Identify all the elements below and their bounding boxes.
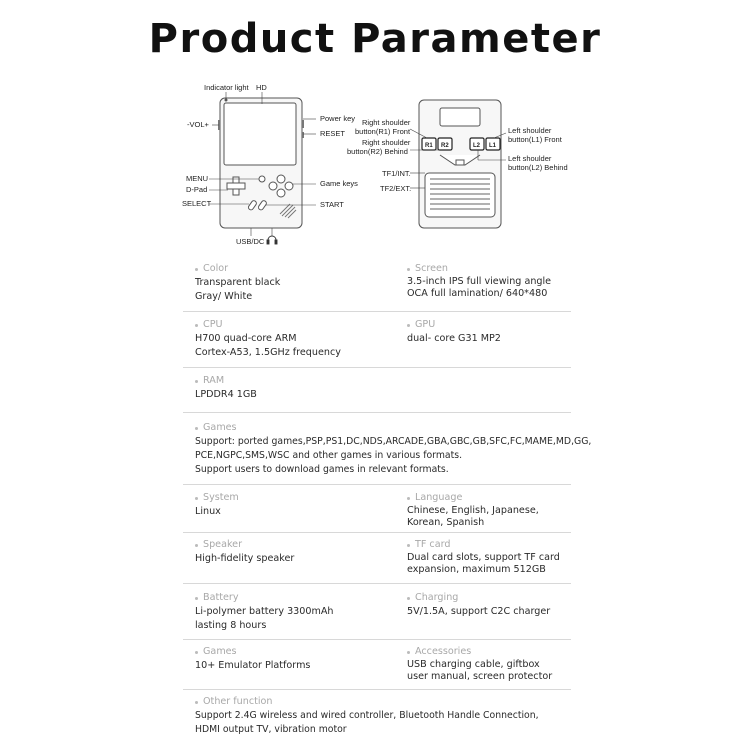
spec-value: lasting 8 hours [195, 620, 267, 631]
spec-row [183, 584, 571, 640]
spec-other-function [195, 695, 575, 737]
spec-value: USB charging cable, giftbox [407, 659, 540, 670]
spec-value: Chinese, English, Japanese, [407, 505, 539, 516]
spec-label: Screen [415, 263, 448, 274]
label-r1-a: Right shoulder [362, 118, 411, 127]
spec-value: OCA full lamination/ 640*480 [407, 287, 548, 299]
front-device [218, 98, 304, 228]
spec-value: Support users to download games in relevant formats. [195, 464, 449, 475]
spec-table [183, 262, 592, 742]
label-r2-a: Right shoulder [362, 138, 411, 147]
bullet-icon [195, 701, 198, 704]
label-select: SELECT [182, 199, 212, 208]
spec-value: Korean, Spanish [407, 516, 485, 528]
menu-button [259, 176, 265, 182]
spec-value: Gray/ White [195, 291, 253, 302]
label-tf2: TF2/EXT. [380, 184, 412, 193]
spec-value: Li-polymer battery 3300mAh [195, 606, 334, 617]
spec-value: H700 quad-core ARM [195, 333, 297, 344]
spec-games [195, 421, 592, 477]
spec-row [183, 485, 571, 533]
label-r2-b: button(R2) Behind [347, 147, 408, 156]
bullet-icon [407, 324, 410, 327]
spec-value: user manual, screen protector [407, 670, 553, 682]
spec-value: Transparent black [195, 277, 281, 288]
spec-value: 3.5-inch IPS full viewing angle [407, 276, 552, 287]
bullet-icon [407, 597, 410, 600]
label-game-keys: Game keys [320, 179, 358, 188]
spec-label: System [203, 492, 239, 503]
spec-value: HDMI output TV, vibration motor [195, 724, 347, 735]
bullet-icon [195, 544, 198, 547]
spec-label: CPU [203, 319, 223, 330]
spec-value: 10+ Emulator Platforms [195, 660, 311, 671]
spec-screen [407, 262, 577, 299]
bullet-icon [195, 497, 198, 500]
spec-language [407, 491, 577, 528]
spec-label: Battery [203, 592, 239, 603]
spec-value: Dual card slots, support TF card [407, 552, 560, 563]
spec-label: TF card [415, 539, 451, 550]
label-r1-b: button(R1) Front [355, 127, 411, 136]
bullet-icon [195, 380, 198, 383]
spec-value: Support 2.4G wireless and wired controller, Bluetooth Handle Connection, [195, 710, 539, 721]
spec-row [183, 312, 571, 368]
spec-value: PCE,NGPC,SMS,WSC and other games in various formats. [195, 450, 463, 461]
front-screen [224, 103, 296, 165]
spec-value: Cortex-A53, 1.5GHz frequency [195, 347, 341, 358]
headphone-icon [267, 236, 277, 244]
spec-value: Linux [195, 506, 221, 517]
spec-label: RAM [203, 375, 225, 386]
label-vol: -VOL+ [187, 120, 209, 129]
button-l1: L1 [489, 143, 497, 149]
label-l1-b: button(L1) Front [508, 135, 562, 144]
label-reset: RESET [320, 129, 346, 138]
bullet-icon [407, 497, 410, 500]
label-l2-b: button(L2) Behind [508, 163, 568, 172]
spec-label: Games [203, 646, 237, 657]
spec-row [183, 368, 571, 413]
spec-value: 5V/1.5A, support C2C charger [407, 606, 551, 617]
spec-row [183, 640, 571, 690]
bullet-icon [195, 597, 198, 600]
spec-cpu [195, 318, 395, 360]
spec-gpu [407, 318, 577, 346]
spec-row [183, 690, 571, 742]
label-dpad: D-Pad [186, 185, 208, 194]
button-r2: R2 [441, 143, 449, 149]
spec-label: Speaker [203, 539, 243, 550]
label-usb: USB/DC [236, 237, 265, 246]
label-l2-a: Left shoulder [508, 154, 552, 163]
spec-value: expansion, maximum 512GB [407, 563, 546, 575]
spec-ram [195, 374, 395, 402]
spec-row [183, 533, 571, 584]
spec-tf-card [407, 538, 577, 575]
label-indicator: Indicator light [204, 83, 249, 92]
bullet-icon [195, 324, 198, 327]
device-diagram [0, 0, 750, 260]
page-title: Product Parameter [148, 16, 602, 62]
label-l1-a: Left shoulder [508, 126, 552, 135]
spec-label: Accessories [415, 646, 472, 657]
spec-speaker [195, 538, 395, 566]
spec-value: LPDDR4 1GB [195, 389, 257, 400]
bullet-icon [195, 651, 198, 654]
label-hd: HD [256, 83, 267, 92]
spec-value: Support: ported games,PSP,PS1,DC,NDS,ARCADE,GBA,GBC,GB,SFC,FC,MAME,MD,GG, [195, 436, 592, 447]
spec-games-platforms [195, 645, 395, 673]
back-device [419, 100, 501, 228]
spec-value: High-fidelity speaker [195, 553, 295, 564]
spec-value: dual- core G31 MP2 [407, 333, 501, 344]
button-l2: L2 [473, 143, 481, 149]
label-tf1: TF1/INT. [382, 169, 411, 178]
spec-label: Language [415, 492, 463, 503]
spec-battery [195, 591, 395, 633]
label-start: START [320, 200, 344, 209]
bullet-icon [407, 544, 410, 547]
spec-label: Games [203, 422, 237, 433]
bullet-icon [407, 651, 410, 654]
spec-color [195, 262, 395, 304]
label-power: Power key [320, 114, 356, 123]
spec-label: Other function [203, 696, 273, 707]
spec-row [183, 413, 592, 485]
spec-accessories [407, 645, 577, 682]
bullet-icon [195, 268, 198, 271]
button-r1: R1 [425, 143, 433, 149]
spec-row [183, 262, 571, 312]
spec-system [195, 491, 395, 519]
spec-label: Charging [415, 592, 459, 603]
indicator-light [225, 99, 227, 101]
spec-label: GPU [415, 319, 436, 330]
bullet-icon [407, 268, 410, 271]
spec-label: Color [203, 263, 229, 274]
bullet-icon [195, 427, 198, 430]
spec-charging [407, 591, 577, 619]
label-menu: MENU [186, 174, 209, 183]
